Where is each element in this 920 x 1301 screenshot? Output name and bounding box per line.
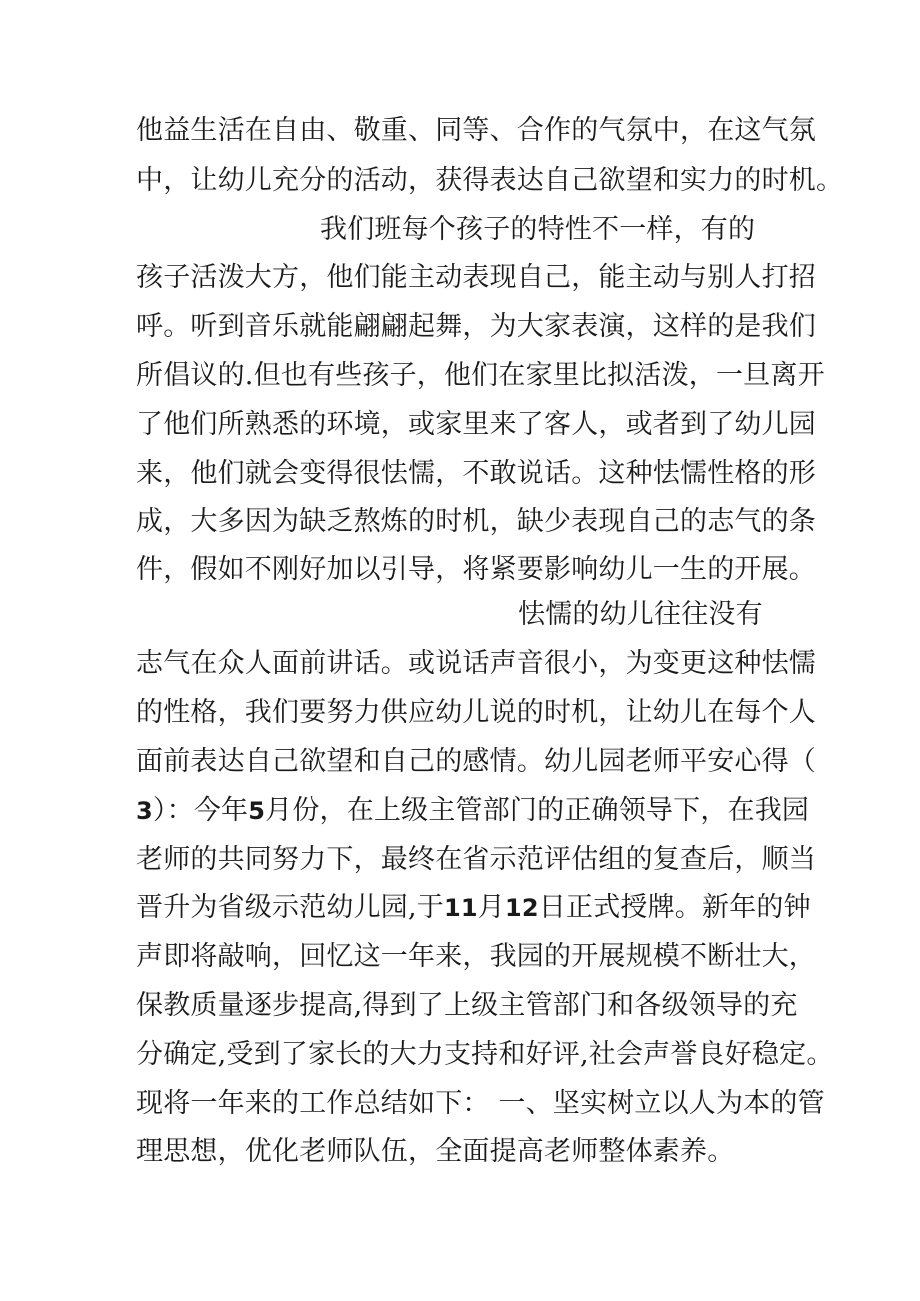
text-line-21: 现将一年来的工作总结如下： 一、坚实树立以人为本的管 (136, 1088, 825, 1119)
text-line-9: 成，大多因为缺乏熬炼的时机，缺少表现自己的志气的条 (136, 506, 816, 537)
text-line-19: 保教质量逐步提高,得到了上级主管部门和各级领导的充 (136, 990, 798, 1021)
text-line-20: 分确定,受到了家长的大力支持和好评,社会声誉良好稳定。 (136, 1039, 834, 1070)
text-line-12: 志气在众人面前讲话。或说话声音很小，为变更这种怯懦 (136, 648, 816, 679)
text-line-17: 晋升为省级示范幼儿园,于11月12日正式授牌。新年的钟 (136, 892, 811, 923)
text-line-18: 声即将敲响，回忆这一年来，我园的开展规模不断壮大， (136, 941, 816, 972)
text-line-16: 老师的共同努力下，最终在省示范评估组的复查后，顺当 (136, 844, 816, 875)
text-line-14: 面前表达自己欲望和自己的感情。幼儿园老师平安心得（ (136, 746, 816, 777)
text-line-7: 了他们所熟悉的环境，或家里来了客人，或者到了幼儿园 (136, 409, 816, 440)
text-line-3: 我们班每个孩子的特性不一样，有的 (320, 214, 756, 245)
text-line-11: 怯懦的幼儿往往没有 (518, 599, 763, 630)
text-line-13: 的性格，我们要努力供应幼儿说的时机，让幼儿在每个人 (136, 697, 816, 728)
text-line-1: 他益生活在自由、敬重、同等、合作的气氛中，在这气氛 (136, 115, 816, 146)
text-line-10: 件，假如不刚好加以引导，将紧要影响幼儿一生的开展。 (136, 554, 816, 585)
text-line-4: 孩子活泼大方，他们能主动表现自己，能主动与别人打招 (136, 262, 816, 293)
text-line-5: 呼。听到音乐就能翩翩起舞，为大家表演，这样的是我们 (136, 311, 816, 342)
text-line-6: 所倡议的.但也有些孩子，他们在家里比拟活泼，一旦离开 (136, 360, 825, 391)
text-line-8: 来，他们就会变得很怯懦，不敢说话。这种怯懦性格的形 (136, 458, 816, 489)
text-line-15: 3）：今年5月份，在上级主管部门的正确领导下，在我园 (136, 795, 810, 826)
text-line-22: 理思想，优化老师队伍，全面提高老师整体素养。 (136, 1136, 735, 1167)
text-line-2: 中，让幼儿充分的活动，获得表达自己欲望和实力的时机。 (136, 165, 844, 196)
